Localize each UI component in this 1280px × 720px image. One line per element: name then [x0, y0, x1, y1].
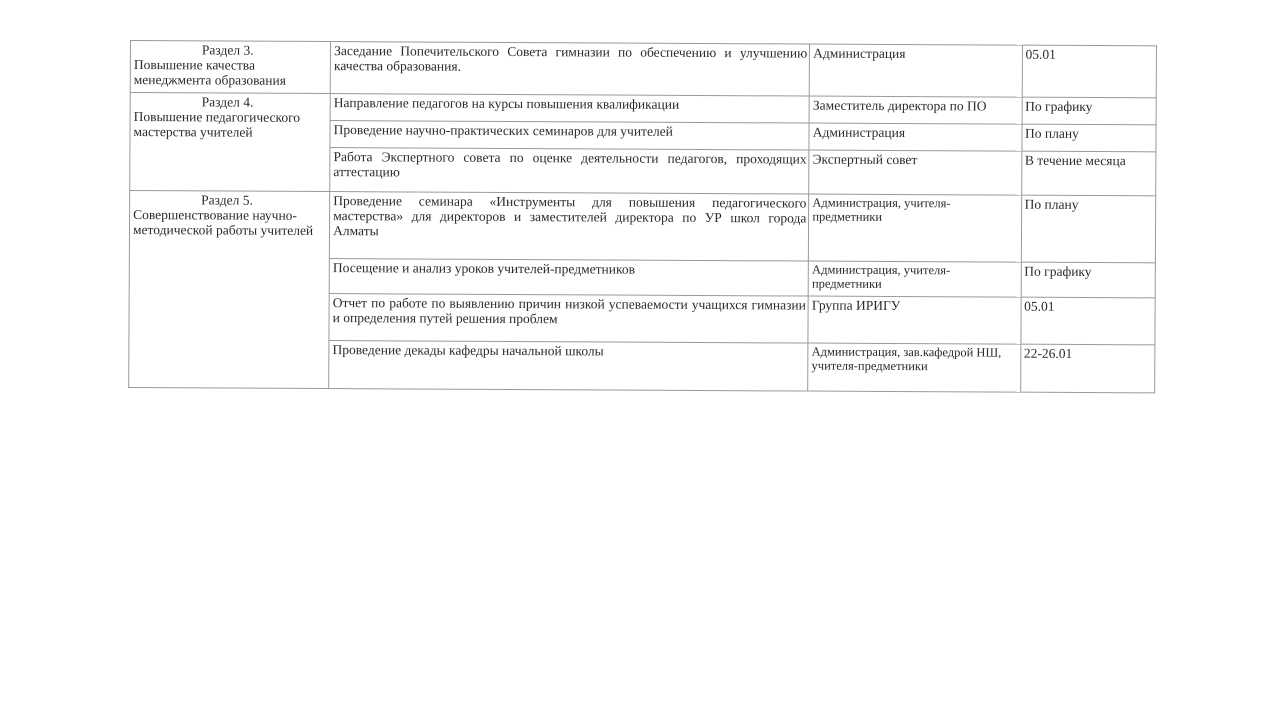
date-cell: По графику [1022, 97, 1157, 125]
event-cell: Направление педагогов на курсы повышения квалификации [330, 94, 809, 124]
event-cell: Отчет по работе по выявлению причин низкой успеваемости учащихся гимназии и определения путей решения проблем [329, 294, 808, 344]
section-cell [130, 93, 331, 192]
section-title: Повышение педагогического мастерства учителей [133, 109, 301, 140]
date-cell: По графику [1021, 262, 1156, 298]
section-title: Совершенствование научно-методической работы учителей [132, 207, 314, 238]
plan-table [128, 40, 1157, 393]
event-cell: Заседание Попечительского Совета гимназии по обеспечению и улучшению качества образования. [330, 42, 809, 97]
date-cell: По плану [1021, 124, 1156, 152]
section-title: Повышение качества менеджмента образования [133, 57, 287, 88]
responsible-cell: Экспертный совет [809, 150, 1021, 195]
table-row [130, 93, 1156, 125]
responsible-cell: Администрация, учителя-предметники [808, 261, 1020, 297]
date-cell: В течение месяца [1021, 151, 1156, 196]
section-cell [129, 191, 330, 389]
event-cell: Проведение семинара «Инструменты для повышения педагогического мастерства» для директоров и заместителей директора по УР школ города Алматы [329, 192, 808, 262]
section-number: Раздел 3. [201, 42, 254, 58]
responsible-cell: Администрация, учителя-предметники [809, 194, 1022, 262]
responsible-cell: Заместитель директора по ПО [809, 96, 1021, 124]
table-row [129, 191, 1155, 263]
event-cell: Работа Экспертного совета по оценке деятельности педагогов, проходящих аттестацию [330, 148, 809, 195]
table-row [130, 41, 1156, 98]
responsible-cell: Администрация [809, 44, 1022, 97]
date-cell: 22-26.01 [1020, 344, 1155, 393]
responsible-cell: Группа ИРИГУ [808, 296, 1021, 344]
date-cell: 05.01 [1020, 297, 1155, 345]
section-number: Раздел 5. [201, 192, 253, 208]
event-cell: Проведение научно-практических семинаров для учителей [330, 121, 809, 151]
responsible-cell: Администрация, зав.кафедрой НШ, учителя-предметники [808, 343, 1021, 392]
event-cell: Посещение и анализ уроков учителей-предметников [329, 259, 808, 297]
section-number: Раздел 4. [201, 94, 254, 110]
event-cell: Проведение декады кафедры начальной школы [329, 341, 808, 392]
section-cell [130, 41, 330, 94]
date-cell: По плану [1021, 195, 1156, 263]
date-cell: 05.01 [1022, 45, 1157, 98]
responsible-cell: Администрация [809, 123, 1021, 151]
